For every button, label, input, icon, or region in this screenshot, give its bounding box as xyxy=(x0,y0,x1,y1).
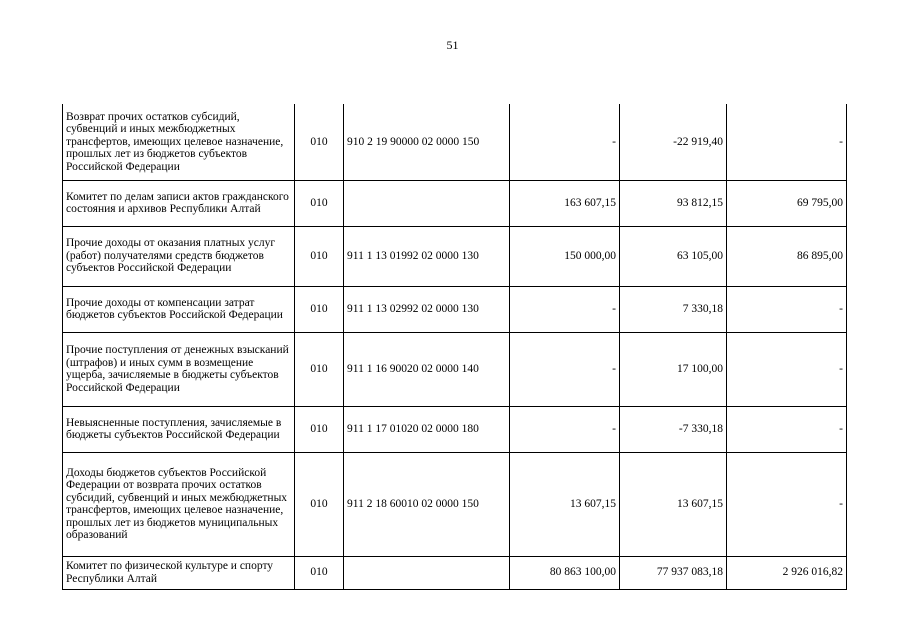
row-budget-classification-code xyxy=(344,556,510,589)
row-admin-code: 010 xyxy=(295,556,344,589)
row-actual-amount: 63 105,00 xyxy=(620,226,727,286)
row-budget-classification-code xyxy=(344,180,510,226)
row-admin-code: 010 xyxy=(295,104,344,180)
row-plan-amount: - xyxy=(510,406,620,452)
row-admin-code: 010 xyxy=(295,180,344,226)
row-description: Комитет по физической культуре и спорту Республики Алтай xyxy=(63,556,295,589)
row-deviation-amount: - xyxy=(727,406,847,452)
table-row xyxy=(63,332,847,406)
row-deviation-amount: 86 895,00 xyxy=(727,226,847,286)
table-body xyxy=(63,104,847,589)
row-budget-classification-code: 911 2 18 60010 02 0000 150 xyxy=(344,452,510,556)
table-row xyxy=(63,104,847,180)
row-actual-amount: -7 330,18 xyxy=(620,406,727,452)
row-admin-code: 010 xyxy=(295,406,344,452)
table-row xyxy=(63,286,847,332)
row-actual-amount: 17 100,00 xyxy=(620,332,727,406)
row-admin-code: 010 xyxy=(295,226,344,286)
row-description: Доходы бюджетов субъектов Российской Федерации от возврата прочих остатков субсидий, субвенций и иных межбюджетных трансфертов, имеющих целевое назначение, прошлых лет из бюджетов муниципальных образований xyxy=(63,452,295,556)
row-description: Комитет по делам записи актов гражданского состояния и архивов Республики Алтай xyxy=(63,180,295,226)
row-deviation-amount: - xyxy=(727,452,847,556)
row-plan-amount: 13 607,15 xyxy=(510,452,620,556)
page-number: 51 xyxy=(446,38,459,52)
row-description: Прочие доходы от компенсации затрат бюджетов субъектов Российской Федерации xyxy=(63,286,295,332)
row-actual-amount: 7 330,18 xyxy=(620,286,727,332)
row-deviation-amount: - xyxy=(727,104,847,180)
row-admin-code: 010 xyxy=(295,332,344,406)
row-budget-classification-code: 911 1 13 01992 02 0000 130 xyxy=(344,226,510,286)
table-row xyxy=(63,452,847,556)
row-plan-amount: - xyxy=(510,286,620,332)
row-description: Прочие доходы от оказания платных услуг (работ) получателями средств бюджетов субъектов Российской Федерации xyxy=(63,226,295,286)
row-actual-amount: -22 919,40 xyxy=(620,104,727,180)
row-actual-amount: 13 607,15 xyxy=(620,452,727,556)
table-row xyxy=(63,406,847,452)
row-description: Возврат прочих остатков субсидий, субвенций и иных межбюджетных трансфертов, имеющих целевое назначение, прошлых лет из бюджетов субъектов Российской Федерации xyxy=(63,104,295,180)
row-deviation-amount: 2 926 016,82 xyxy=(727,556,847,589)
row-description: Прочие поступления от денежных взысканий (штрафов) и иных сумм в возмещение ущерба, зачисляемые в бюджеты субъектов Российской Федерации xyxy=(63,332,295,406)
table-row xyxy=(63,556,847,589)
row-admin-code: 010 xyxy=(295,286,344,332)
row-deviation-amount: - xyxy=(727,286,847,332)
row-description: Невыясненные поступления, зачисляемые в бюджеты субъектов Российской Федерации xyxy=(63,406,295,452)
row-budget-classification-code: 911 1 17 01020 02 0000 180 xyxy=(344,406,510,452)
table-row xyxy=(63,180,847,226)
row-budget-classification-code: 911 1 13 02992 02 0000 130 xyxy=(344,286,510,332)
row-budget-classification-code: 911 1 16 90020 02 0000 140 xyxy=(344,332,510,406)
row-plan-amount: 80 863 100,00 xyxy=(510,556,620,589)
row-plan-amount: - xyxy=(510,104,620,180)
row-plan-amount: - xyxy=(510,332,620,406)
row-actual-amount: 77 937 083,18 xyxy=(620,556,727,589)
row-deviation-amount: 69 795,00 xyxy=(727,180,847,226)
row-admin-code: 010 xyxy=(295,452,344,556)
table-row xyxy=(63,226,847,286)
row-budget-classification-code: 910 2 19 90000 02 0000 150 xyxy=(344,104,510,180)
row-plan-amount: 163 607,15 xyxy=(510,180,620,226)
row-deviation-amount: - xyxy=(727,332,847,406)
budget-table xyxy=(62,104,847,590)
row-actual-amount: 93 812,15 xyxy=(620,180,727,226)
row-plan-amount: 150 000,00 xyxy=(510,226,620,286)
